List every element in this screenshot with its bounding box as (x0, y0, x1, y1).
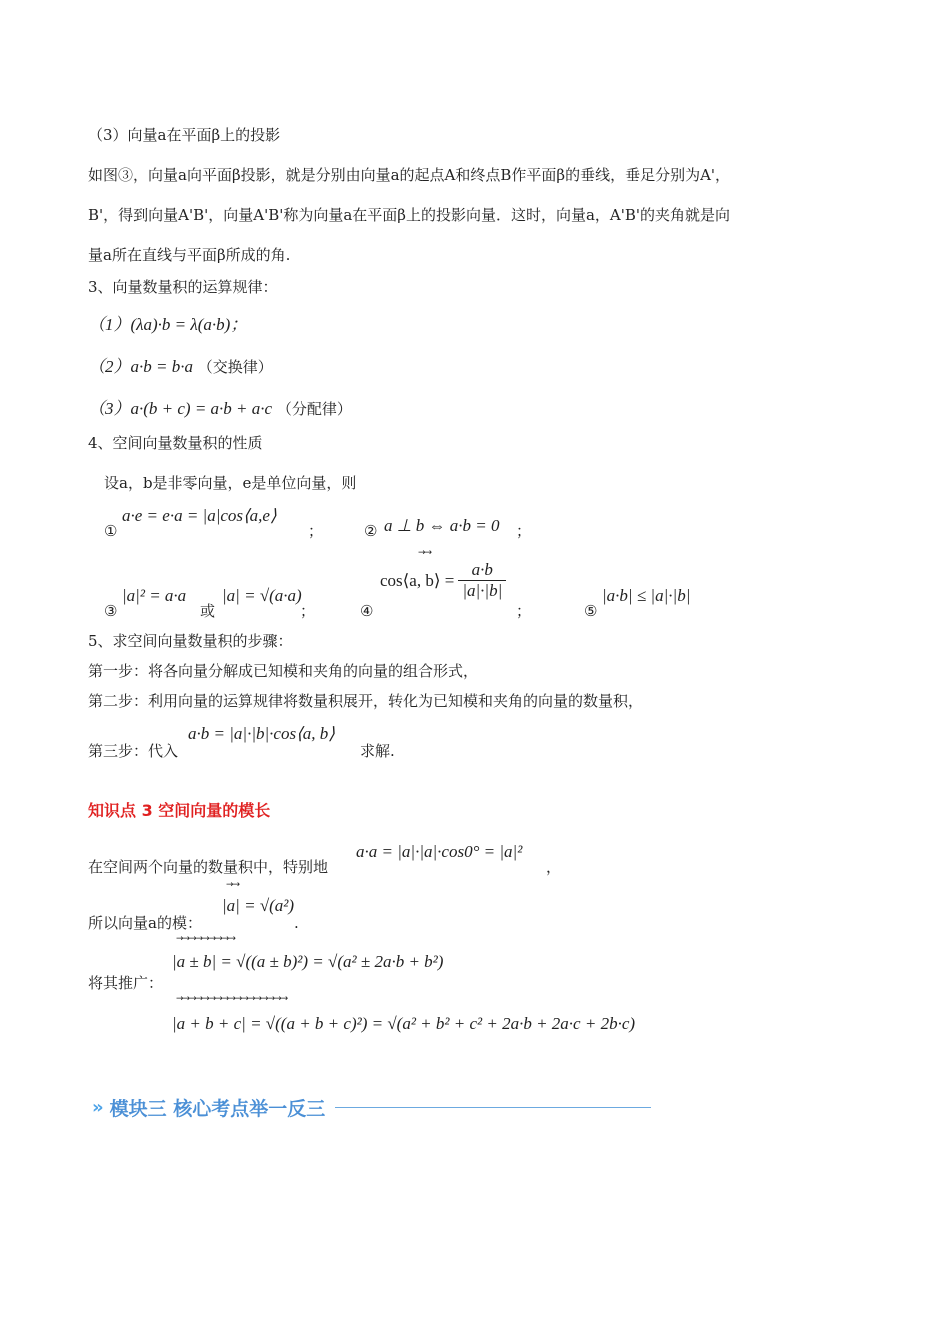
property-1-marker: ① (104, 522, 118, 540)
property-4-denominator: |a|·|b| (462, 581, 503, 600)
properties-intro: 设a，b是非零向量，e是单位向量，则 (104, 474, 357, 492)
steps-heading: 5、求空间向量数量积的步骤： (88, 632, 293, 650)
module-banner (92, 1094, 651, 1121)
property-3-formula-a: |a|² = a·a (122, 586, 187, 605)
vector-arrow-icon: →→→→→→→→→→→→→→→→→ (176, 994, 288, 1004)
projection-text-line1: 如图③，向量a向平面β投影，就是分别由向量a的起点A和终点B作平面β的垂线，垂足分别为A'， (88, 166, 731, 184)
vector-arrow-icon: →→ (418, 548, 432, 558)
property-4-numerator: a·b (458, 560, 506, 581)
rule-associative: （1）(λa)·b = λ(a·b)； (88, 315, 248, 334)
projection-title: （3）向量a在平面β上的投影 (88, 126, 281, 144)
step-2: 第二步：利用向量的运算规律将数量积展开，转化为已知模和夹角的向量的数量积， (88, 692, 644, 710)
projection-text-line3: 量a所在直线与平面β所成的角. (88, 246, 291, 264)
modulus-line1-suffix: ， (546, 858, 562, 876)
rule-distributive: （3）a·(b + c) = a·b + a·c （分配律） (88, 399, 352, 418)
step-3-formula: a·b = |a|·|b|·cos⟨a, b⟩ (188, 724, 335, 743)
property-4-cos: cos⟨a, b⟩ = (380, 570, 455, 590)
knowledge-point-3-heading: 知识点 3 空间向量的模长 (88, 801, 271, 820)
property-4-formula (380, 560, 506, 601)
modulus-line2-suffix: . (294, 914, 299, 932)
rules-heading: 3、向量数量积的运算规律： (88, 278, 278, 296)
property-1-formula: a·e = e·a = |a|cos⟨a,e⟩ (122, 506, 277, 525)
module-divider (335, 1107, 651, 1108)
property-1-semicolon: ； (308, 522, 324, 540)
double-chevron-icon: » (92, 1097, 104, 1118)
property-3-or: 或 (200, 602, 216, 620)
properties-heading: 4、空间向量数量积的性质 (88, 434, 263, 452)
step-3-suffix: 求解. (360, 742, 395, 760)
property-3-semicolon: ； (300, 602, 316, 620)
property-3-formula-b: |a| = √(a·a) (222, 586, 302, 605)
generalize-formula-2: |a + b + c| = √((a + b + c)²) = √(a² + b² + c² + 2a·b + 2a·c + 2b·c) (172, 1014, 636, 1033)
step-1: 第一步：将各向量分解成已知模和夹角的向量的组合形式， (88, 662, 479, 680)
rule-commutative: （2）a·b = b·a （交换律） (88, 357, 273, 376)
modulus-line2-formula: |a| = √(a²) (222, 896, 295, 915)
module-title: 模块三 核心考点举一反三 (109, 1098, 326, 1120)
modulus-line2-prefix: 所以向量a的模： (88, 914, 202, 932)
projection-text-line2: B'，得到向量A'B'，向量A'B'称为向量a在平面β上的投影向量．这时，向量a，A'B'的夹角就是向 (88, 206, 731, 224)
property-4-fraction (458, 560, 506, 601)
vector-arrow-icon: →→ (226, 880, 240, 890)
property-3-marker: ③ (104, 602, 118, 620)
property-2-marker: ② (364, 522, 378, 540)
property-4-marker: ④ (360, 602, 374, 620)
property-2-semicolon: ； (516, 522, 532, 540)
modulus-line1-formula: a·a = |a|·|a|·cos0° = |a|² (356, 842, 523, 861)
modulus-line1-prefix: 在空间两个向量的数量积中，特别地 (88, 858, 329, 876)
generalize-formula-1: |a ± b| = √((a ± b)²) = √(a² ± 2a·b + b²) (172, 952, 444, 971)
property-5-marker: ⑤ (584, 602, 598, 620)
vector-arrow-icon: →→→→→→→→→ (176, 934, 235, 944)
generalize-prefix: 将其推广： (88, 974, 164, 992)
property-5-formula: |a·b| ≤ |a|·|b| (602, 586, 691, 605)
step-3-prefix: 第三步：代入 (88, 742, 179, 760)
property-4-semicolon: ； (516, 602, 532, 620)
property-2-formula: a ⊥ b ⇔ a·b = 0 (384, 516, 500, 535)
